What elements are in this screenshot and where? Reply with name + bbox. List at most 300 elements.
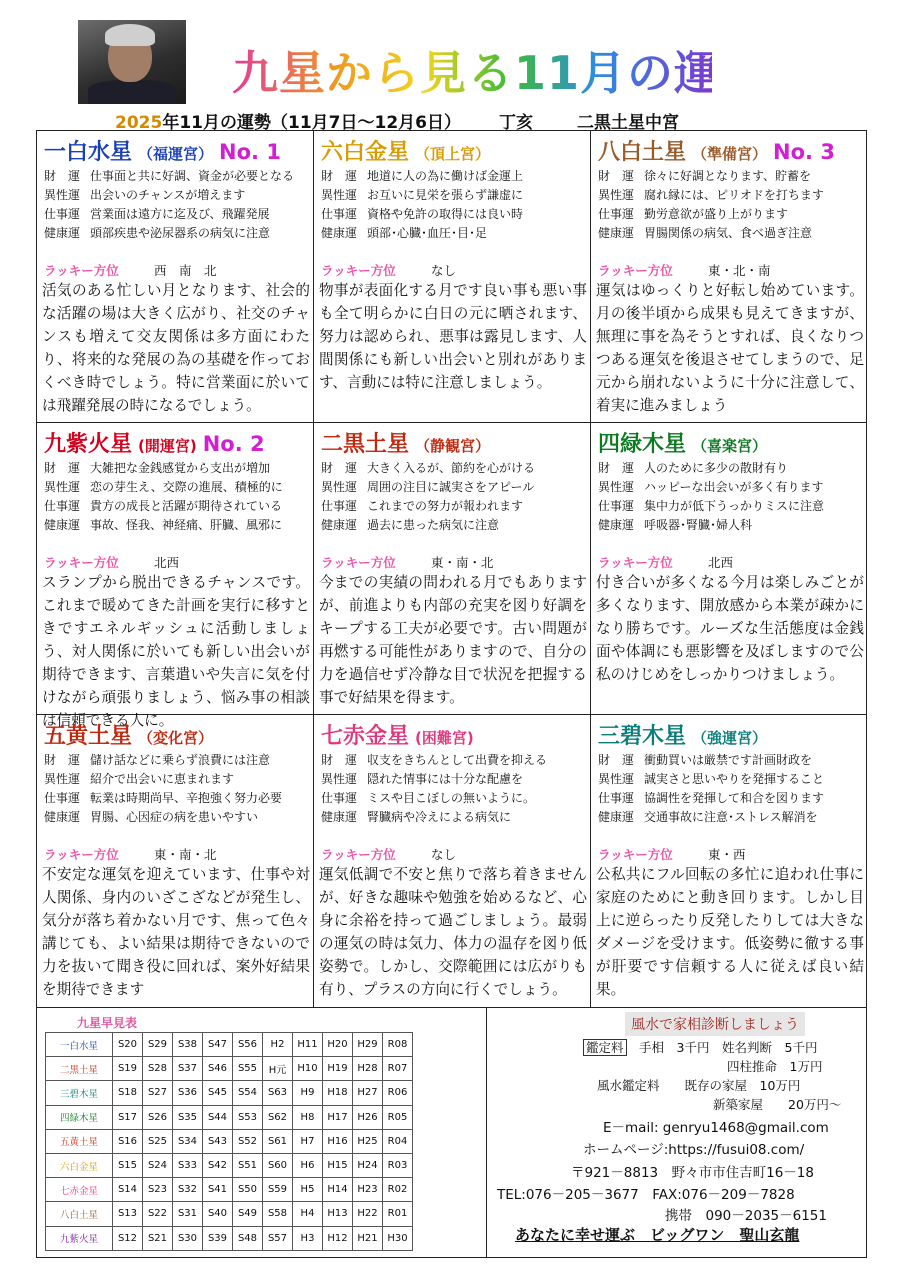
quick-table-cell: S52 bbox=[233, 1129, 263, 1153]
quick-table-cell: R01 bbox=[383, 1202, 413, 1226]
quick-table-cell: S39 bbox=[203, 1226, 233, 1250]
fortune-health bbox=[44, 224, 270, 243]
fortune-label: 仕事運 bbox=[44, 791, 81, 805]
quick-table-cell: H6 bbox=[293, 1153, 323, 1177]
quick-table-cell: S49 bbox=[233, 1202, 263, 1226]
star-cell bbox=[314, 423, 591, 715]
fortune-label: 仕事運 bbox=[598, 207, 635, 221]
homepage[interactable]: ホームページ:https://fusui08.com/ bbox=[583, 1142, 805, 1158]
fortune-text: 恋の芽生え、交際の進展、積極的に bbox=[90, 480, 283, 494]
lucky-direction bbox=[321, 845, 456, 863]
fortune-label: 財 運 bbox=[44, 461, 81, 475]
appraisal-label: 鑑定料 bbox=[583, 1039, 627, 1056]
fortune-love bbox=[44, 186, 245, 205]
quick-table-star: 九紫火星 bbox=[46, 1226, 113, 1250]
lucky-direction bbox=[44, 845, 217, 863]
star-name: 七赤金星 bbox=[321, 724, 410, 749]
star-palace: （頂上宮） bbox=[415, 145, 491, 163]
lucky-label: ラッキー方位 bbox=[321, 847, 396, 862]
quick-table-cell: S54 bbox=[233, 1081, 263, 1105]
fortune-label: 異性運 bbox=[598, 480, 635, 494]
lucky-direction bbox=[598, 845, 746, 863]
quick-table-cell: H22 bbox=[353, 1202, 383, 1226]
fortune-text: 紹介で出会いに恵まれます bbox=[90, 772, 235, 786]
fortune-text: 交通事故に注意･ストレス解消を bbox=[644, 810, 818, 824]
fengshui-prices-2: 新築家屋 20万円～ bbox=[713, 1097, 842, 1112]
quick-table-cell: S33 bbox=[173, 1153, 203, 1177]
quick-table-cell: S60 bbox=[263, 1153, 293, 1177]
quick-table-cell: S45 bbox=[203, 1081, 233, 1105]
star-palace: （喜楽宮） bbox=[692, 437, 768, 455]
quick-table-star: 五黄土星 bbox=[46, 1129, 113, 1153]
lucky-value: 北西 bbox=[708, 555, 734, 570]
quick-table-cell: S13 bbox=[113, 1202, 143, 1226]
quick-table-cell: S42 bbox=[203, 1153, 233, 1177]
star-cell bbox=[591, 715, 866, 1007]
star-name: 八白土星 bbox=[598, 140, 687, 165]
fortune-wealth bbox=[598, 459, 788, 478]
fortune-wealth bbox=[44, 751, 270, 770]
quick-table-cell: S59 bbox=[263, 1178, 293, 1202]
subtitle-year: 2025 bbox=[115, 113, 163, 133]
lucky-value: 東・南・北 bbox=[431, 555, 494, 570]
star-palace: （静観宮） bbox=[415, 437, 491, 455]
quick-table-cell: S26 bbox=[143, 1105, 173, 1129]
fortune-label: 異性運 bbox=[44, 188, 81, 202]
quick-table-cell: H28 bbox=[353, 1057, 383, 1081]
fortune-work bbox=[598, 789, 824, 808]
star-header bbox=[598, 719, 767, 750]
fortune-work bbox=[321, 789, 535, 808]
star-name: 九紫火星 bbox=[44, 432, 133, 457]
quick-table-cell: H19 bbox=[323, 1057, 353, 1081]
lucky-direction bbox=[321, 261, 456, 279]
fortune-health bbox=[44, 516, 282, 535]
lucky-label: ラッキー方位 bbox=[44, 263, 119, 278]
quick-table-cell: S19 bbox=[113, 1057, 143, 1081]
fortune-text: 周囲の注目に誠実さをアピール bbox=[367, 480, 535, 494]
star-palace: （強運宮） bbox=[692, 729, 768, 747]
star-cell bbox=[591, 423, 866, 715]
fortune-text: 集中力が低下うっかりミスに注意 bbox=[644, 499, 825, 513]
star-header bbox=[44, 719, 213, 750]
quick-table-cell: H21 bbox=[353, 1226, 383, 1250]
quick-table-row bbox=[46, 1081, 413, 1105]
fortune-text: 頭部疾患や泌尿器系の病気に注意 bbox=[90, 226, 271, 240]
fortune-label: 仕事運 bbox=[44, 207, 81, 221]
fortune-love bbox=[598, 186, 824, 205]
quick-table-cell: S40 bbox=[203, 1202, 233, 1226]
fortune-text: ミスや目こぼしの無いように。 bbox=[367, 791, 536, 805]
fortune-text: 営業面は遠方に迄及び、飛躍発展 bbox=[90, 207, 270, 221]
quick-table-cell: R08 bbox=[383, 1033, 413, 1057]
fortune-love bbox=[321, 186, 523, 205]
star-palace: （変化宮） bbox=[138, 729, 214, 747]
lucky-label: ラッキー方位 bbox=[598, 555, 673, 570]
star-header bbox=[598, 135, 835, 166]
star-name: 三碧木星 bbox=[598, 724, 687, 749]
lucky-value: なし bbox=[431, 847, 457, 862]
quick-table-star: 七赤金星 bbox=[46, 1178, 113, 1202]
star-description: 付き合いが多くなる今月は楽しみごとが多くなります、開放感から本業が疎かになり勝ちです。ルーズな生活態度は金銭面や体調にも悪影響を及ぼしますので公私のけじめをしっかりつけましょう。 bbox=[596, 574, 864, 683]
quick-table-cell: S62 bbox=[263, 1105, 293, 1129]
appraisal-prices-2: 四柱推命 1万円 bbox=[727, 1059, 823, 1074]
quick-table-row bbox=[46, 1129, 413, 1153]
quick-table-cell: H27 bbox=[353, 1081, 383, 1105]
star-description: 不安定な運気を迎えています、仕事や対人関係、身内のいざこざなどが発生し、気分が落ち着かない月です、焦って色々講じても、よい結果は期待できないので力を抜いて聞き役に回れば、案外好結果を期待できます bbox=[42, 866, 310, 998]
quick-table-cell: H15 bbox=[323, 1153, 353, 1177]
quick-table-cell: S41 bbox=[203, 1178, 233, 1202]
quick-table-cell: H5 bbox=[293, 1178, 323, 1202]
fortune-text: 人のために多少の散財有り bbox=[644, 461, 789, 475]
quick-reference-box bbox=[36, 1008, 487, 1258]
mobile: 携帯 090－2035－6151 bbox=[665, 1208, 827, 1224]
fortune-wealth bbox=[321, 167, 523, 186]
fortune-love bbox=[321, 770, 523, 789]
star-palace: (困難宮) bbox=[415, 729, 474, 747]
lucky-direction bbox=[44, 261, 217, 279]
fortune-label: 仕事運 bbox=[44, 499, 81, 513]
fortune-label: 健康運 bbox=[321, 518, 358, 532]
fortune-text: 大雑把な金銭感覚から支出が増加 bbox=[90, 461, 271, 475]
lucky-label: ラッキー方位 bbox=[44, 847, 119, 862]
quick-table-cell: S28 bbox=[143, 1057, 173, 1081]
quick-table-cell: S53 bbox=[233, 1105, 263, 1129]
quick-reference-table bbox=[45, 1032, 413, 1251]
quick-table-cell: S38 bbox=[173, 1033, 203, 1057]
quick-table-cell: H元 bbox=[263, 1057, 293, 1081]
lucky-label: ラッキー方位 bbox=[598, 263, 673, 278]
quick-table-cell: S58 bbox=[263, 1202, 293, 1226]
fortune-label: 財 運 bbox=[321, 169, 358, 183]
star-cell bbox=[314, 131, 591, 423]
fortune-text: 呼吸器･腎臓･婦人科 bbox=[644, 518, 753, 532]
quick-table-cell: S24 bbox=[143, 1153, 173, 1177]
quick-table-cell: S50 bbox=[233, 1178, 263, 1202]
subtitle-center-star: 二黒土星中宮 bbox=[576, 113, 679, 133]
quick-table-cell: S61 bbox=[263, 1129, 293, 1153]
fortune-work bbox=[44, 789, 282, 808]
star-description: 活気のある忙しい月となります、社会的な活躍の場は大きく広がり、社交のチャンスも増えて交友関係は多方面にわたり、将来的な発展の為の基礎を作っておくべき時でしょう。特に営業面に於いては飛躍発展の時になるでしょう。 bbox=[42, 282, 310, 414]
fortune-love bbox=[44, 770, 234, 789]
quick-table-cell: H12 bbox=[323, 1226, 353, 1250]
fortune-wealth bbox=[598, 167, 811, 186]
star-cell bbox=[37, 131, 314, 423]
fortune-label: 健康運 bbox=[598, 810, 635, 824]
star-header bbox=[44, 427, 265, 458]
fortune-text: これまでの努力が報われます bbox=[367, 499, 524, 513]
fortune-label: 健康運 bbox=[44, 810, 81, 824]
quick-table-cell: S15 bbox=[113, 1153, 143, 1177]
quick-table-cell: H26 bbox=[353, 1105, 383, 1129]
quick-table-cell: S55 bbox=[233, 1057, 263, 1081]
fortune-text: 隠れた情事には十分な配慮を bbox=[367, 772, 524, 786]
lucky-direction bbox=[321, 553, 494, 571]
quick-table-cell: R03 bbox=[383, 1153, 413, 1177]
fortune-text: 収支をきちんとして出費を抑える bbox=[367, 753, 548, 767]
lucky-label: ラッキー方位 bbox=[598, 847, 673, 862]
fortune-label: 異性運 bbox=[44, 772, 81, 786]
lucky-direction bbox=[598, 261, 771, 279]
fortune-work bbox=[321, 205, 523, 224]
fengshui-label: 風水鑑定料 bbox=[597, 1078, 660, 1093]
fortune-text: 胃腸関係の病気、食べ過ぎ注意 bbox=[644, 226, 813, 240]
fortune-wealth bbox=[44, 459, 270, 478]
quick-table-cell: S21 bbox=[143, 1226, 173, 1250]
star-name: 二黒土星 bbox=[321, 432, 410, 457]
fortune-label: 異性運 bbox=[321, 480, 358, 494]
star-palace: （福運宮） bbox=[138, 145, 214, 163]
address: 〒921－8813 野々市市住吉町16－18 bbox=[571, 1165, 814, 1181]
fortune-grid bbox=[36, 130, 867, 1008]
quick-table-cell: S30 bbox=[173, 1226, 203, 1250]
quick-table-cell: S57 bbox=[263, 1226, 293, 1250]
lucky-value: なし bbox=[431, 263, 457, 278]
appraisal-prices-1: 手相 3千円 姓名判断 5千円 bbox=[639, 1040, 818, 1055]
author-photo bbox=[78, 20, 186, 104]
quick-table-cell: S31 bbox=[173, 1202, 203, 1226]
star-rank: No. 3 bbox=[773, 140, 835, 164]
fortune-wealth bbox=[321, 459, 535, 478]
fortune-label: 仕事運 bbox=[321, 499, 358, 513]
quick-table-cell: S32 bbox=[173, 1178, 203, 1202]
page-title: 九星から見る11月の運勢 bbox=[232, 38, 712, 108]
quick-table-star: 二黒土星 bbox=[46, 1057, 113, 1081]
quick-table-star: 三碧木星 bbox=[46, 1081, 113, 1105]
quick-table-star: 四緑木星 bbox=[46, 1105, 113, 1129]
quick-table-cell: H23 bbox=[353, 1178, 383, 1202]
quick-table-cell: H24 bbox=[353, 1153, 383, 1177]
quick-table-cell: H4 bbox=[293, 1202, 323, 1226]
fortune-health bbox=[321, 516, 499, 535]
tel-fax: TEL:076－205－3677 FAX:076－209－7828 bbox=[497, 1187, 795, 1203]
star-header bbox=[321, 719, 474, 750]
fortune-label: 健康運 bbox=[321, 226, 358, 240]
quick-table-cell: H8 bbox=[293, 1105, 323, 1129]
quick-table-cell: H7 bbox=[293, 1129, 323, 1153]
quick-table-cell: H30 bbox=[383, 1226, 413, 1250]
star-header bbox=[598, 427, 767, 458]
lucky-value: 北西 bbox=[154, 555, 180, 570]
fengshui-banner: 風水で家相診断しましょう bbox=[625, 1012, 805, 1036]
fortune-health bbox=[321, 224, 487, 243]
star-cell bbox=[591, 131, 866, 423]
fortune-label: 異性運 bbox=[321, 188, 358, 202]
fortune-label: 財 運 bbox=[321, 753, 358, 767]
fortune-label: 仕事運 bbox=[598, 791, 635, 805]
lucky-value: 東・南・北 bbox=[154, 847, 217, 862]
subtitle-month: 年11月の運勢 bbox=[162, 113, 271, 133]
lucky-value: 東・西 bbox=[708, 847, 746, 862]
quick-table-cell: S25 bbox=[143, 1129, 173, 1153]
star-cell bbox=[37, 715, 314, 1007]
star-name: 一白水星 bbox=[44, 140, 133, 165]
fortune-text: ハッピーな出会いが多く有ります bbox=[644, 480, 824, 494]
star-cell bbox=[314, 715, 591, 1007]
quick-table-cell: S47 bbox=[203, 1033, 233, 1057]
fortune-label: 仕事運 bbox=[321, 791, 358, 805]
quick-table-title: 九星早見表 bbox=[77, 1016, 138, 1030]
quick-table-cell: H13 bbox=[323, 1202, 353, 1226]
star-cell bbox=[37, 423, 314, 729]
lucky-label: ラッキー方位 bbox=[321, 263, 396, 278]
quick-table-cell: S14 bbox=[113, 1178, 143, 1202]
fortune-work bbox=[44, 497, 282, 516]
quick-table-cell: H10 bbox=[293, 1057, 323, 1081]
fortune-text: 仕事面と共に好調、資金が必要となる bbox=[90, 169, 295, 183]
fortune-text: 腎臓病や冷えによる病気に bbox=[367, 810, 512, 824]
quick-table-cell: R02 bbox=[383, 1178, 413, 1202]
quick-table-cell: H25 bbox=[353, 1129, 383, 1153]
quick-table-cell: R07 bbox=[383, 1057, 413, 1081]
quick-table-cell: S20 bbox=[113, 1033, 143, 1057]
quick-table-cell: S48 bbox=[233, 1226, 263, 1250]
quick-table-cell: S36 bbox=[173, 1081, 203, 1105]
quick-table-cell: S17 bbox=[113, 1105, 143, 1129]
star-description: 今までの実績の問われる月でもありますが、前進よりも内部の充実を図り好調をキープする工夫が必要です。古い問題が再燃する可能性がありますので、自分の力を過信せず冷静な目で状況を把握する事で好結果を得ます。 bbox=[319, 574, 587, 706]
fortune-label: 財 運 bbox=[44, 169, 81, 183]
fortune-work bbox=[44, 205, 270, 224]
fortune-wealth bbox=[321, 751, 547, 770]
star-name: 四緑木星 bbox=[598, 432, 687, 457]
signature: あなたに幸せ運ぶ ビッグワン 聖山玄龍 bbox=[515, 1226, 800, 1244]
fortune-text: 徐々に好調となります、貯蓄を bbox=[644, 169, 812, 183]
quick-table-cell: H20 bbox=[323, 1033, 353, 1057]
fortune-text: 協調性を発揮して和合を図ります bbox=[644, 791, 825, 805]
fortune-label: 異性運 bbox=[44, 480, 81, 494]
fortune-label: 財 運 bbox=[598, 169, 635, 183]
quick-table-cell: S34 bbox=[173, 1129, 203, 1153]
fortune-text: 誠実さと思いやりを発揮すること bbox=[644, 772, 825, 786]
fortune-health bbox=[598, 516, 752, 535]
fortune-label: 健康運 bbox=[598, 226, 635, 240]
fortune-label: 財 運 bbox=[598, 753, 635, 767]
quick-table-cell: S56 bbox=[233, 1033, 263, 1057]
fortune-label: 異性運 bbox=[598, 188, 635, 202]
fortune-label: 健康運 bbox=[598, 518, 635, 532]
fortune-text: 過去に患った病気に注意 bbox=[367, 518, 500, 532]
quick-table-row bbox=[46, 1226, 413, 1250]
star-description: 物事が表面化する月です良い事も悪い事も全て明らかに白日の元に晒されます、努力は認められ、悪事は露見します、人間関係にも新しい出会いと別れがあります、言動には特に注意しましょう。 bbox=[319, 282, 587, 391]
quick-table-cell: H11 bbox=[293, 1033, 323, 1057]
fortune-text: 事故、怪我、神経痛、肝臓、風邪に bbox=[90, 518, 283, 532]
quick-table-star: 八白土星 bbox=[46, 1202, 113, 1226]
fortune-wealth bbox=[44, 167, 294, 186]
fengshui-line-1 bbox=[597, 1076, 800, 1094]
quick-table-cell: R06 bbox=[383, 1081, 413, 1105]
star-description: 公私共にフル回転の多忙に追われ仕事に家庭のためにと動き回ります。しかし目上に逆らったり反発したりしては大きなダメージを受けます。低姿勢に徹する事が肝要です信頼する人に従えば良い結果。 bbox=[596, 866, 864, 998]
quick-table-cell: S29 bbox=[143, 1033, 173, 1057]
fortune-text: 資格や免許の取得には良い時 bbox=[367, 207, 524, 221]
quick-table-cell: S22 bbox=[143, 1202, 173, 1226]
quick-table-cell: H18 bbox=[323, 1081, 353, 1105]
fortune-label: 異性運 bbox=[598, 772, 635, 786]
quick-table-cell: S43 bbox=[203, 1129, 233, 1153]
lucky-value: 東・北・南 bbox=[708, 263, 771, 278]
quick-table-cell: S63 bbox=[263, 1081, 293, 1105]
fortune-label: 健康運 bbox=[44, 518, 81, 532]
star-rank: No. 2 bbox=[202, 432, 265, 456]
fortune-label: 財 運 bbox=[44, 753, 81, 767]
quick-table-cell: S37 bbox=[173, 1057, 203, 1081]
fortune-label: 健康運 bbox=[321, 810, 358, 824]
fortune-label: 仕事運 bbox=[321, 207, 358, 221]
fortune-work bbox=[598, 205, 788, 224]
fortune-label: 財 運 bbox=[598, 461, 635, 475]
quick-table-cell: S35 bbox=[173, 1105, 203, 1129]
star-name: 五黄土星 bbox=[44, 724, 133, 749]
star-description: スランプから脱出できるチャンスです。これまで暖めてきた計画を実行に移すときですエネルギッシュに活動しましょう、対人関係に於いても新しい出会いが期待できます、言葉遣いや失言に気を付けながら頑張りましょう、悩み事の相談は信頼できる人に。 bbox=[42, 574, 310, 729]
subtitle-period: （11月7日～12月6日） bbox=[271, 113, 461, 133]
quick-table-cell: H9 bbox=[293, 1081, 323, 1105]
fortune-text: 転業は時期尚早、辛抱強く努力必要 bbox=[90, 791, 283, 805]
email[interactable]: E－mail: genryu1468@gmail.com bbox=[603, 1120, 829, 1136]
star-header bbox=[321, 135, 490, 166]
fortune-text: 腐れ縁には、ピリオドを打ちます bbox=[644, 188, 824, 202]
fortune-love bbox=[44, 478, 283, 497]
photo-suit bbox=[88, 80, 176, 104]
subtitle-eto: 丁亥 bbox=[498, 113, 533, 133]
subtitle-line bbox=[115, 108, 855, 133]
quick-table-row bbox=[46, 1057, 413, 1081]
fortune-health bbox=[598, 808, 818, 827]
fortune-label: 財 運 bbox=[321, 461, 358, 475]
fortune-health bbox=[598, 224, 812, 243]
quick-table-star: 六白金星 bbox=[46, 1153, 113, 1177]
star-header bbox=[321, 427, 490, 458]
fortune-text: 貴方の成長と活躍が期待されている bbox=[90, 499, 283, 513]
fortune-text: 胃腸、心因症の病を患いやすい bbox=[90, 810, 259, 824]
fortune-text: 衝動買いは厳禁です計画財政を bbox=[644, 753, 813, 767]
quick-table-star: 一白水星 bbox=[46, 1033, 113, 1057]
quick-table-cell: S44 bbox=[203, 1105, 233, 1129]
fortune-work bbox=[598, 497, 824, 516]
quick-table-cell: S16 bbox=[113, 1129, 143, 1153]
quick-table-row bbox=[46, 1178, 413, 1202]
fortune-text: 勤労意欲が盛り上がります bbox=[644, 207, 789, 221]
fortune-text: お互いに見栄を張らず謙虚に bbox=[367, 188, 524, 202]
fortune-label: 異性運 bbox=[321, 772, 358, 786]
quick-table-row bbox=[46, 1202, 413, 1226]
contact-info-box bbox=[487, 1008, 867, 1258]
quick-table-cell: H17 bbox=[323, 1105, 353, 1129]
lucky-direction bbox=[598, 553, 733, 571]
quick-table-cell: S18 bbox=[113, 1081, 143, 1105]
fortune-love bbox=[598, 770, 824, 789]
quick-table-cell: H3 bbox=[293, 1226, 323, 1250]
quick-table-cell: R04 bbox=[383, 1129, 413, 1153]
quick-table-row bbox=[46, 1105, 413, 1129]
fortune-wealth bbox=[598, 751, 812, 770]
fortune-work bbox=[321, 497, 523, 516]
quick-table-cell: R05 bbox=[383, 1105, 413, 1129]
star-palace: (開運宮) bbox=[138, 437, 197, 455]
quick-table-cell: H14 bbox=[323, 1178, 353, 1202]
quick-table-cell: S51 bbox=[233, 1153, 263, 1177]
quick-table-cell: H16 bbox=[323, 1129, 353, 1153]
appraisal-line-1 bbox=[583, 1038, 817, 1056]
quick-table-cell: S46 bbox=[203, 1057, 233, 1081]
quick-table-cell: S12 bbox=[113, 1226, 143, 1250]
quick-table-cell: H29 bbox=[353, 1033, 383, 1057]
fortune-health bbox=[44, 808, 258, 827]
quick-table-cell: S27 bbox=[143, 1081, 173, 1105]
fortune-text: 頭部･心臓･血圧･目･足 bbox=[367, 226, 488, 240]
photo-hair bbox=[105, 24, 155, 46]
star-rank: No. 1 bbox=[219, 140, 281, 164]
quick-table-cell: S23 bbox=[143, 1178, 173, 1202]
star-name: 六白金星 bbox=[321, 140, 410, 165]
